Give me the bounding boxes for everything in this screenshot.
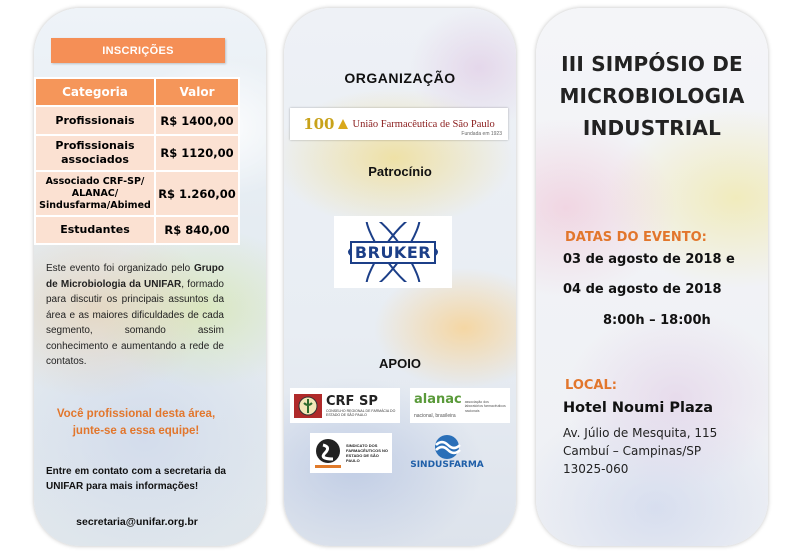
organization-heading: ORGANIZAÇÃO — [344, 70, 456, 86]
registration-panel — [34, 8, 266, 546]
price-table — [34, 77, 240, 245]
contact-text: Entre em contato com a secretaria da UNIFAR para mais informações! — [46, 466, 226, 492]
support-heading: APOIO — [379, 356, 421, 371]
description-intro: Este evento foi organizado pelo — [46, 263, 194, 274]
address-line: Av. Júlio de Mesquita, 115 — [563, 426, 718, 440]
location-label: LOCAL: — [565, 378, 617, 393]
value-cell: R$ 1400,00 — [155, 106, 239, 135]
date-line-1: 03 de agosto de 2018 e — [563, 252, 735, 267]
value-cell: R$ 1.260,00 — [155, 171, 239, 216]
event-title — [546, 48, 758, 144]
price-table-header — [35, 78, 239, 106]
value-cell: R$ 1120,00 — [155, 135, 239, 171]
contact-email[interactable]: secretaria@unifar.org.br — [76, 516, 198, 528]
sindusfarma-name: SINDUSFARMA — [410, 460, 484, 470]
unifar-since: Fundada em 1923 — [461, 131, 502, 137]
alanac-name: alanac — [414, 391, 462, 407]
event-title-line: III SIMPÓSIO DE — [561, 52, 743, 76]
description-body: , formado para discutir os principais assuntos da área e as maiores dificuldades de cada segmento, somando assim conhecimento e aumentando a rede de contatos. — [46, 278, 224, 367]
alanac-logo — [410, 388, 510, 423]
alanac-subtitle: associação dos laboratórios farmacêuticos nacionais — [464, 399, 506, 413]
table-row — [35, 106, 239, 135]
column-header-category: Categoria — [35, 78, 155, 106]
event-time: 8:00h – 18:00h — [603, 313, 711, 328]
value-cell: R$ 840,00 — [155, 216, 239, 244]
sinfar-emblem-icon — [313, 437, 343, 469]
organization-panel — [284, 8, 516, 546]
bruker-logo — [334, 216, 452, 288]
sinfar-logo — [310, 433, 392, 473]
unifar-100-badge: 100 — [303, 115, 335, 133]
column-header-value: Valor — [155, 78, 239, 106]
event-title-line: MICROBIOLOGIA — [559, 84, 745, 108]
address-line: 13025-060 — [563, 462, 629, 476]
description-group: Grupo de Microbiologia da UNIFAR — [46, 263, 224, 290]
crf-sp-logo — [290, 388, 400, 423]
crf-emblem-icon — [293, 391, 323, 421]
venue-name: Hotel Noumi Plaza — [563, 400, 714, 416]
address-line: Cambuí – Campinas/SP — [563, 444, 702, 458]
table-row — [35, 135, 239, 171]
sponsor-heading: Patrocínio — [368, 164, 432, 179]
category-cell: Estudantes — [35, 216, 155, 244]
category-cell: Profissionais — [35, 106, 155, 135]
sinfar-text: SINDICATO DOS FARMACÊUTICOS NO ESTADO DE SÃO PAULO — [346, 443, 388, 463]
category-cell: Profissionais associados — [35, 135, 155, 171]
category-cell: Associado CRF-SP/ ALANAC/ Sindusfarma/Abimed — [35, 171, 155, 216]
sindusfarma-wave-icon — [432, 434, 462, 460]
registration-title: INSCRIÇÕES — [51, 38, 225, 63]
event-description — [46, 261, 224, 370]
sindusfarma-logo — [406, 434, 488, 476]
table-row — [35, 171, 239, 216]
event-panel — [536, 8, 768, 546]
unifar-emblem-icon — [337, 118, 349, 130]
venue-address — [563, 424, 717, 478]
table-row — [35, 216, 239, 244]
date-line-2: 04 de agosto de 2018 — [563, 282, 722, 297]
event-title-line: INDUSTRIAL — [582, 116, 722, 140]
crf-subtitle: CONSELHO REGIONAL DE FARMÁCIA DO ESTADO DE SÃO PAULO — [326, 408, 396, 417]
bruker-wordmark: BRUKER — [350, 241, 436, 264]
unifar-logo — [290, 108, 508, 140]
alanac-subtitle-2: nacional, brasileira — [414, 413, 456, 420]
unifar-name: União Farmacêutica de São Paulo — [352, 118, 495, 130]
crf-name: CRF SP — [326, 393, 378, 409]
dates-label: DATAS DO EVENTO: — [565, 230, 707, 245]
call-to-action: Você profissional desta área, junte-se a essa equipe! — [56, 408, 216, 437]
